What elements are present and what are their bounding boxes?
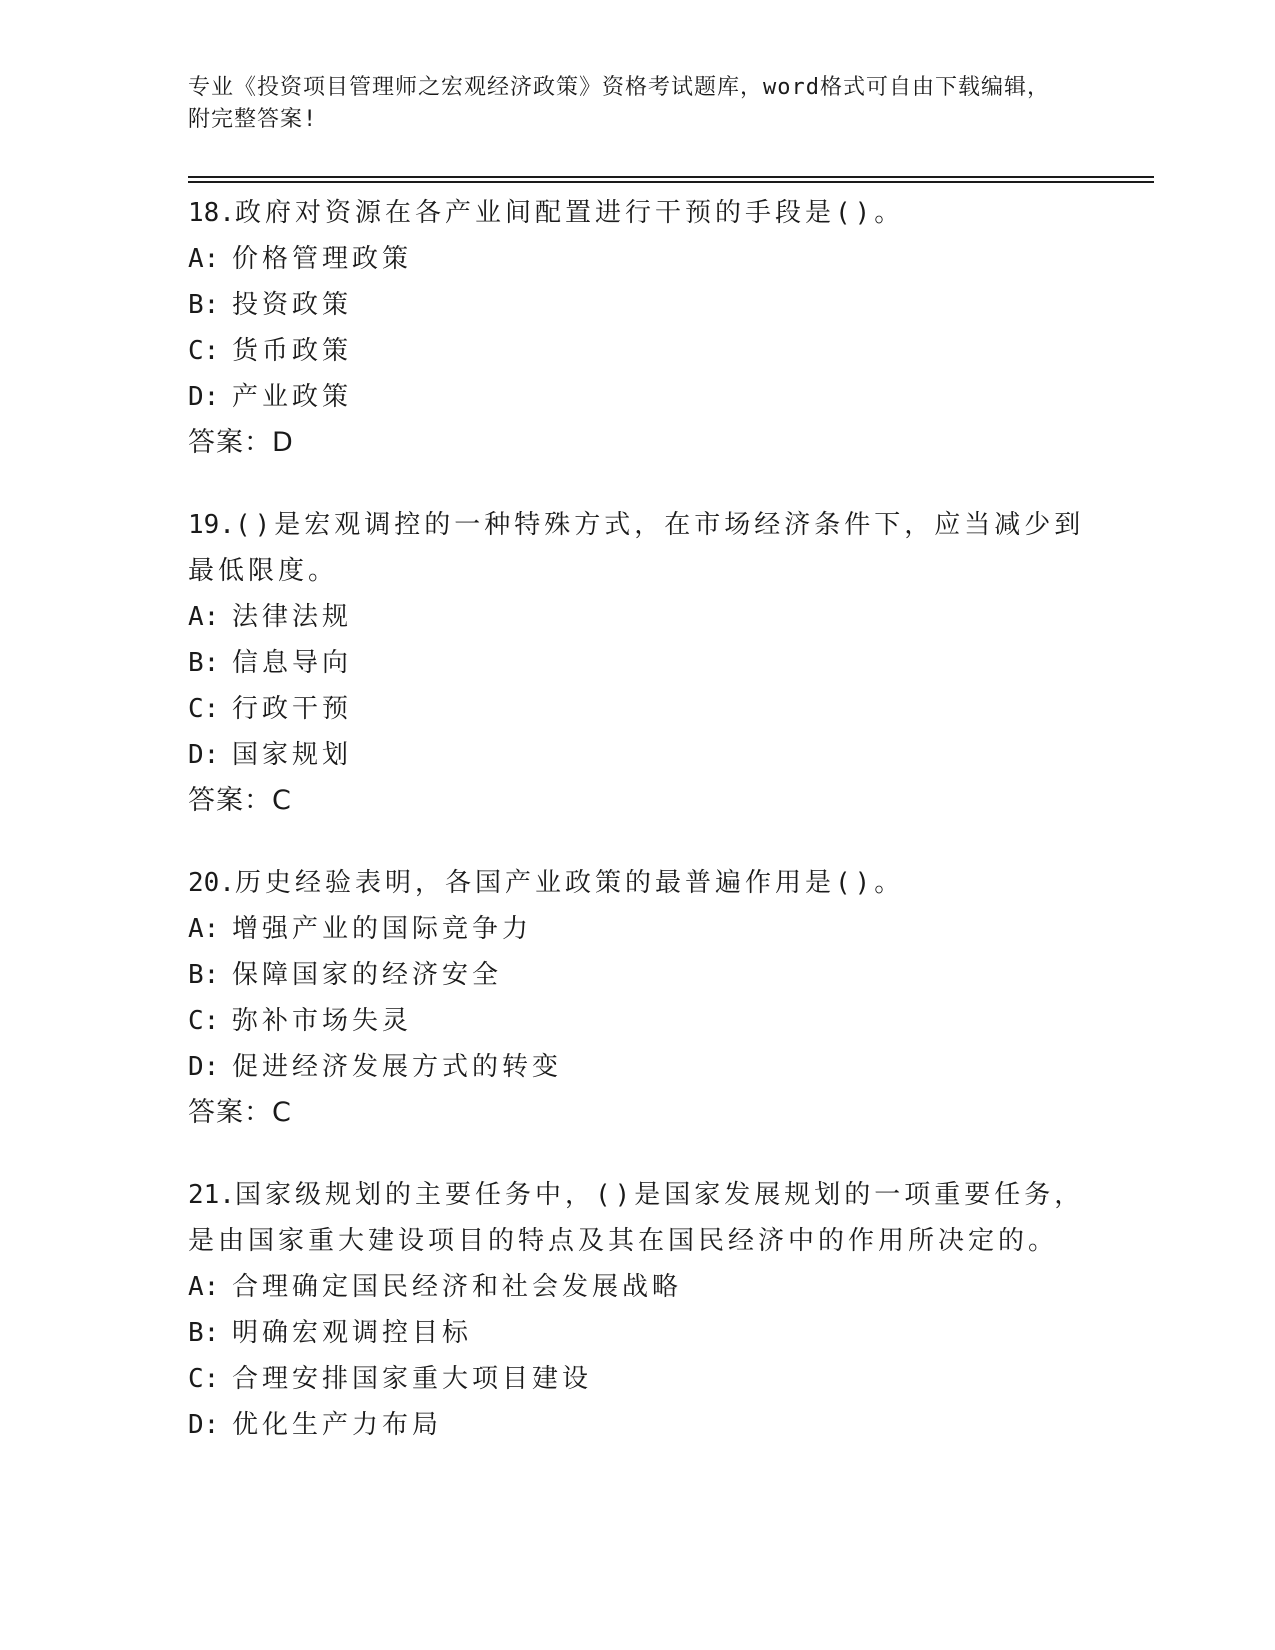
option-letter: B: xyxy=(188,290,220,320)
header-divider-bottom xyxy=(188,181,1154,183)
option-text: 信息导向 xyxy=(232,648,353,678)
option-letter: D: xyxy=(188,740,220,770)
option-text: 合理安排国家重大项目建设 xyxy=(232,1364,593,1394)
question-number: 19. xyxy=(188,510,235,540)
header-divider-top xyxy=(188,176,1154,178)
question-number: 20. xyxy=(188,868,235,898)
option-text: 法律法规 xyxy=(232,602,353,632)
option-letter: B: xyxy=(188,1318,220,1348)
question-20 xyxy=(188,860,1088,1136)
question-list xyxy=(188,190,1088,1484)
question-stem xyxy=(188,860,1088,906)
question-18 xyxy=(188,190,1088,466)
question-stem xyxy=(188,502,1088,594)
option-text: 投资政策 xyxy=(232,290,353,320)
question-text: ()是宏观调控的一种特殊方式，在市场经济条件下，应当减少到最低限度。 xyxy=(188,510,1085,586)
option-letter: A: xyxy=(188,914,220,944)
option-text: 促进经济发展方式的转变 xyxy=(232,1052,563,1082)
answer-line: 答案：C xyxy=(188,785,292,816)
option-letter: A: xyxy=(188,602,220,632)
option-d xyxy=(188,732,1088,778)
document-header xyxy=(188,72,1068,136)
answer-line: 答案：D xyxy=(188,427,294,458)
option-text: 增强产业的国际竞争力 xyxy=(232,914,533,944)
option-c xyxy=(188,328,1088,374)
question-text: 政府对资源在各产业间配置进行干预的手段是()。 xyxy=(234,198,905,228)
option-text: 产业政策 xyxy=(232,382,353,412)
option-letter: D: xyxy=(188,1410,220,1440)
option-b xyxy=(188,952,1088,998)
question-text: 历史经验表明，各国产业政策的最普遍作用是()。 xyxy=(234,868,905,898)
option-letter: B: xyxy=(188,648,220,678)
option-c xyxy=(188,686,1088,732)
option-text: 货币政策 xyxy=(232,336,353,366)
option-d xyxy=(188,1044,1088,1090)
question-19 xyxy=(188,502,1088,824)
option-text: 行政干预 xyxy=(232,694,353,724)
option-letter: C: xyxy=(188,694,220,724)
option-text: 保障国家的经济安全 xyxy=(232,960,503,990)
question-number: 18. xyxy=(188,198,235,228)
option-a xyxy=(188,906,1088,952)
question-21 xyxy=(188,1172,1088,1448)
question-text: 国家级规划的主要任务中，()是国家发展规划的一项重要任务，是由国家重大建设项目的特点及其在国民经济中的作用所决定的。 xyxy=(188,1180,1085,1256)
option-letter: C: xyxy=(188,1364,220,1394)
option-c xyxy=(188,998,1088,1044)
option-letter: C: xyxy=(188,336,220,366)
answer-line: 答案：C xyxy=(188,1097,292,1128)
header-text: 专业《投资项目管理师之宏观经济政策》资格考试题库，word格式可自由下载编辑，附完整答案! xyxy=(188,75,1050,132)
option-text: 优化生产力布局 xyxy=(232,1410,443,1440)
option-text: 合理确定国民经济和社会发展战略 xyxy=(232,1272,683,1302)
option-letter: D: xyxy=(188,1052,220,1082)
option-text: 价格管理政策 xyxy=(232,244,413,274)
option-b xyxy=(188,282,1088,328)
option-b xyxy=(188,1310,1088,1356)
option-c xyxy=(188,1356,1088,1402)
option-letter: B: xyxy=(188,960,220,990)
option-a xyxy=(188,1264,1088,1310)
option-letter: C: xyxy=(188,1006,220,1036)
option-letter: A: xyxy=(188,244,220,274)
option-b xyxy=(188,640,1088,686)
option-letter: D: xyxy=(188,382,220,412)
option-a xyxy=(188,236,1088,282)
option-letter: A: xyxy=(188,1272,220,1302)
question-stem xyxy=(188,1172,1088,1264)
option-text: 国家规划 xyxy=(232,740,353,770)
option-d xyxy=(188,1402,1088,1448)
option-text: 明确宏观调控目标 xyxy=(232,1318,473,1348)
question-stem xyxy=(188,190,1088,236)
option-d xyxy=(188,374,1088,420)
option-a xyxy=(188,594,1088,640)
option-text: 弥补市场失灵 xyxy=(232,1006,413,1036)
question-number: 21. xyxy=(188,1180,235,1210)
